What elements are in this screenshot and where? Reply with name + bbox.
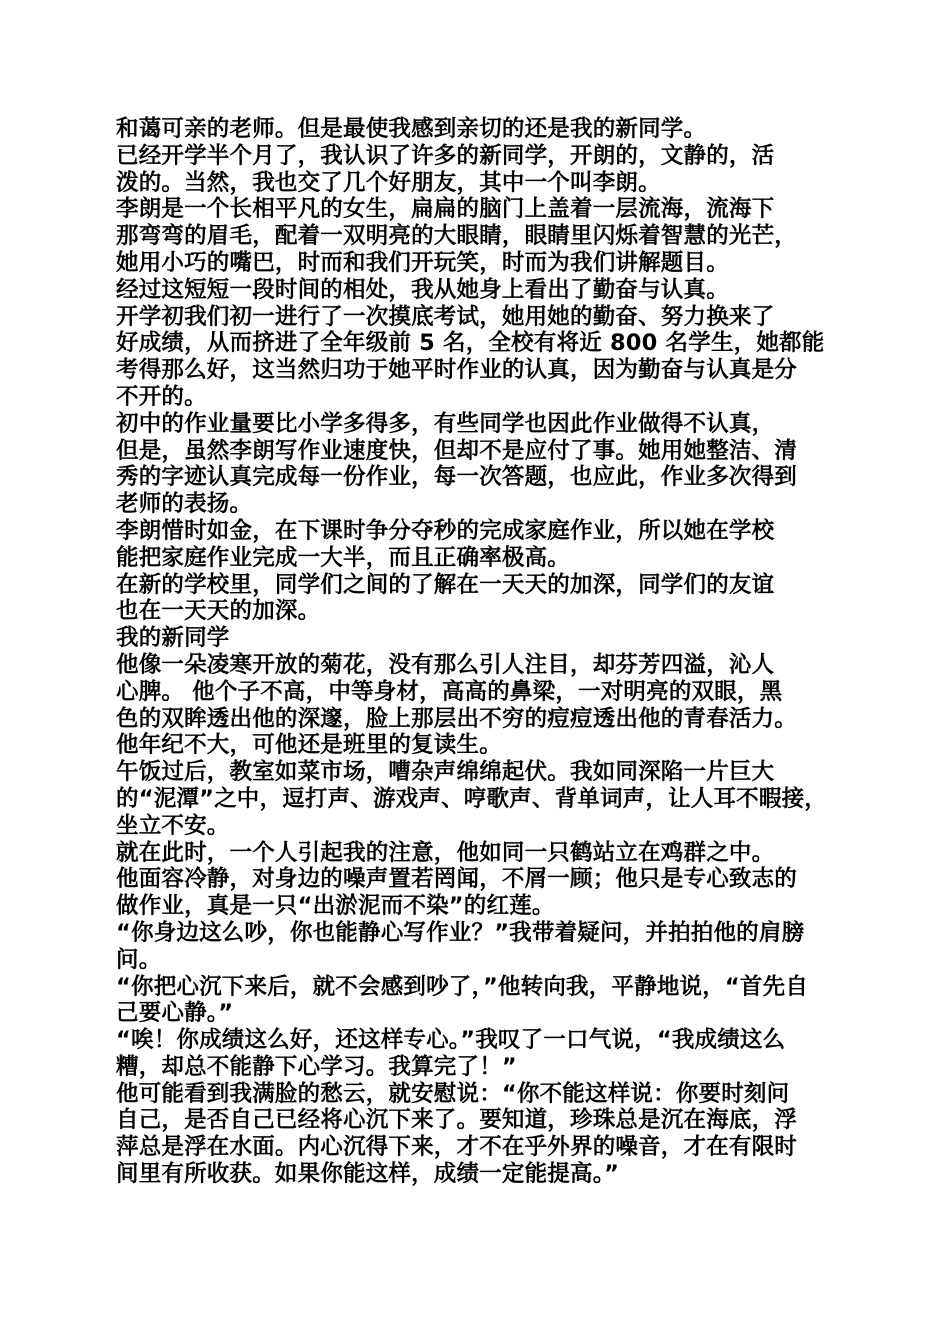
text-line: 那弯弯的眉毛，配着一双明亮的大眼睛，眼睛里闪烁着智慧的光芒，	[116, 223, 798, 250]
text-line: 老师的表扬。	[116, 491, 253, 518]
text-line: 和蔼可亲的老师。但是最使我感到亲切的还是我的新同学。	[116, 116, 707, 142]
text-line: 在新的学校里，同学们之间的了解在一天天的加深，同学们的友谊	[116, 571, 775, 598]
text-line: 也在一天天的加深。	[116, 598, 321, 625]
text-line: 他像一朵凌寒开放的菊花，没有那么引人注目，却芬芳四溢，沁人	[116, 651, 775, 678]
text-line: 他年纪不大，可他还是班里的复读生。	[116, 732, 502, 759]
text-line: 他面容冷静，对身边的噪声置若罔闻，不屑一顾；他只是专心致志的	[116, 866, 798, 893]
text-line: 好成绩，从而挤进了全年级前 5 名，全校有将近 800 名学生，她都能	[116, 330, 825, 357]
text-line: 他可能看到我满脸的愁云，就安慰说：“你不能这样说：你要时刻问	[116, 1080, 790, 1107]
text-line: 已经开学半个月了，我认识了许多的新同学，开朗的，文静的，活	[116, 142, 775, 169]
text-line: “你把心沉下来后，就不会感到吵了，”他转向我，平静地说，“首先自	[116, 973, 809, 1000]
text-line: 午饭过后，教室如菜市场，嘈杂声绵绵起伏。我如同深陷一片巨大	[116, 759, 775, 786]
text-line: 做作业，真是一只“出淤泥而不染”的红莲。	[116, 893, 555, 920]
text-line: 萍总是浮在水面。内心沉得下来，才不在乎外界的噪音，才在有限时	[116, 1134, 798, 1161]
text-line: 己要心静。”	[116, 1000, 234, 1027]
text-line: 糟，却总不能静下心学习。我算完了！”	[116, 1053, 517, 1080]
text-line: 的“泥潭”之中，逗打声、游戏声、哼歌声、背单词声，让人耳不暇接，	[116, 785, 827, 812]
text-line: 但是，虽然李朗写作业速度快，但却不是应付了事。她用她整洁、清	[116, 437, 798, 464]
text-line: “你身边这么吵，你也能静心写作业？”我带着疑问，并拍拍他的肩膀	[116, 919, 805, 946]
text-line: 秀的字迹认真完成每一份作业，每一次答题，也应此，作业多次得到	[116, 464, 798, 491]
section-title: 我的新同学	[116, 625, 230, 652]
text-line: 开学初我们初一进行了一次摸底考试，她用她的勤奋、努力换来了	[116, 303, 775, 330]
text-line: 经过这短短一段时间的相处，我从她身上看出了勤奋与认真。	[116, 276, 729, 303]
text-line: 不开的。	[116, 383, 207, 410]
text-line: 能把家庭作业完成一大半，而且正确率极高。	[116, 544, 571, 571]
text-line: 间里有所收获。如果你能这样，成绩一定能提高。”	[116, 1161, 620, 1188]
text-line: 考得那么好，这当然归功于她平时作业的认真，因为勤奋与认真是分	[116, 357, 798, 384]
essay-body	[116, 116, 836, 1188]
text-line: 初中的作业量要比小学多得多，有些同学也因此作业做得不认真，	[116, 410, 775, 437]
text-line: 李朗是一个长相平凡的女生，扁扁的脑门上盖着一层流海，流海下	[116, 196, 775, 223]
text-line: 她用小巧的嘴巴，时而和我们开玩笑，时而为我们讲解题目。	[116, 249, 729, 276]
text-line: “唉！你成绩这么好，还这样专心。”我叹了一口气说，“我成绩这么	[116, 1027, 786, 1054]
text-line: 坐立不安。	[116, 812, 230, 839]
text-line: 问。	[116, 946, 162, 973]
text-line: 自己，是否自己已经将心沉下来了。要知道，珍珠总是沉在海底，浮	[116, 1107, 798, 1134]
text-line: 色的双眸透出他的深邃，脸上那层出不穷的痘痘透出他的青春活力。	[116, 705, 798, 732]
text-line: 心脾。 他个子不高，中等身材，高高的鼻梁，一对明亮的双眼，黑	[116, 678, 783, 705]
text-line: 李朗惜时如金，在下课时争分夺秒的完成家庭作业，所以她在学校	[116, 517, 775, 544]
text-line: 就在此时，一个人引起我的注意，他如同一只鹤站立在鸡群之中。	[116, 839, 775, 866]
text-line: 泼的。当然，我也交了几个好朋友，其中一个叫李朗。	[116, 169, 661, 196]
